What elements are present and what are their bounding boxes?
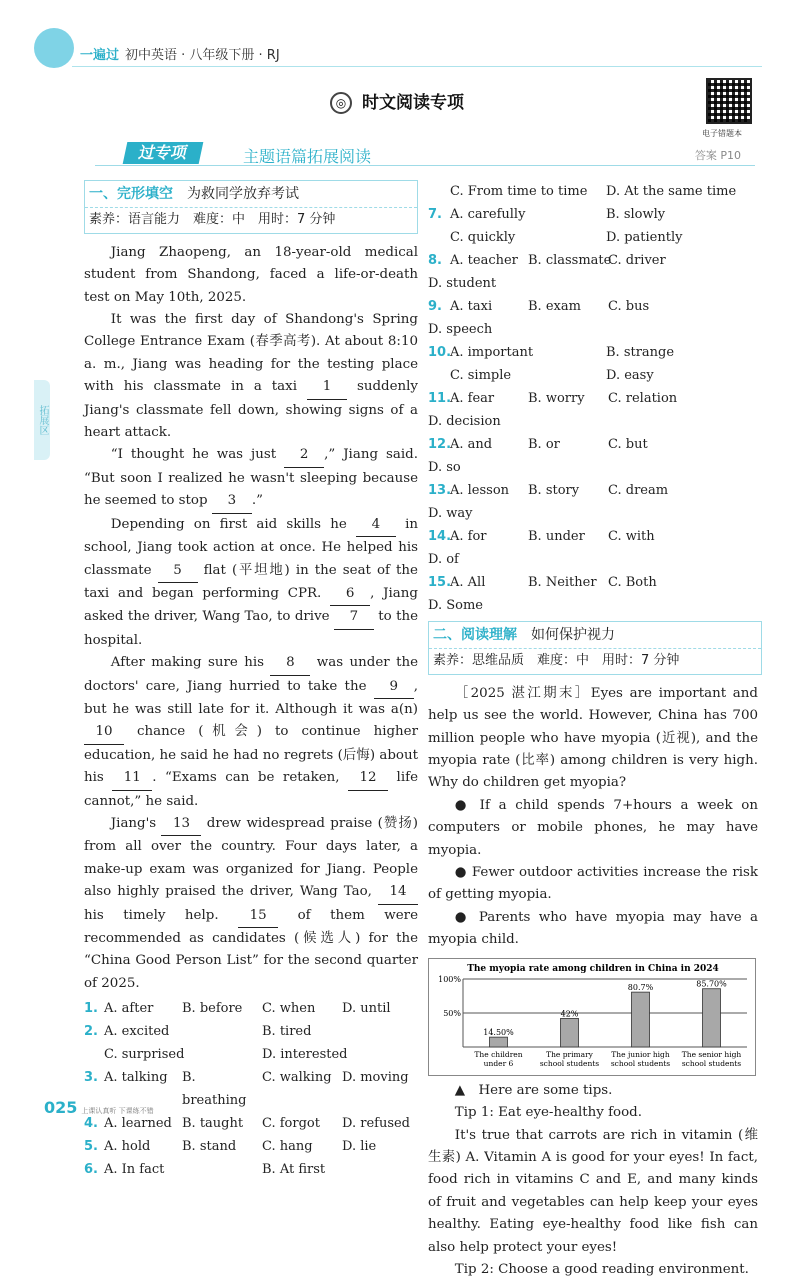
bar [490,1037,508,1047]
header-divider [72,66,762,67]
category-label: school students [539,1058,600,1068]
question-number [428,364,450,387]
qr-caption: 电子错题本 [702,129,742,138]
question-options [84,1043,418,1066]
part2-header [428,621,762,675]
option-choice[interactable]: A. important [450,345,534,360]
question-options [428,525,758,571]
blank-7[interactable]: 7 [334,606,374,629]
passage-text: flat (平坦地) in the seat of the taxi and began performing CPR. [84,562,418,601]
option-choice[interactable]: B. under [528,529,585,544]
paragraph [84,813,418,995]
option-choice[interactable]: C. relation [608,391,678,406]
question-options [428,479,758,525]
option-choice[interactable]: D. decision [428,414,501,429]
question-number: 11. [428,391,452,406]
bullet-3: ● Parents who have myopia may have a myopia child. [428,909,758,948]
badge-icon: ◎ [330,92,352,114]
part2-title: 如何保护视力 [531,627,615,643]
passage-text: drew widespread praise (赞扬) from all over the country. Four days later, a make-up exam was organized for Jiang. People also highly praised the driver, Wang Tao, [84,815,419,900]
bullet-2: ● Fewer outdoor activities increase the risk of getting myopia. [428,865,758,903]
option-choice[interactable]: C. with [608,529,655,544]
data-label: 85.70% [696,979,727,989]
option-choice[interactable]: A. carefully [450,207,526,222]
question-number: 2. [84,1024,98,1040]
question-options [428,180,758,203]
book-title [80,44,280,63]
tip-1-body: It's true that carrots are rich in vitamin (维生素) A. Vitamin A is good for your eyes! In fact, food rich in vitamins C and E, and many kinds of fruit and vegetables can help keep your eyes healthy. Eating eye-healthy food like fish can also help protect your eyes! [428,1127,758,1255]
bullet-1: ● If a child spends 7+hours a week on computers or mobile phones, he may have myopia. [428,797,758,858]
option-choice[interactable]: A. lesson [450,483,510,498]
blank-12[interactable]: 12 [348,767,388,790]
option-choice[interactable]: D. student [428,276,497,291]
cloze-passage [84,242,418,995]
option-choice[interactable]: B. before [182,1001,243,1017]
option-choice[interactable]: B. Neither [528,575,597,590]
passage-text: chance (机会) to continue higher education, he said he had no regrets (后悔) about his [84,724,418,786]
question-options [428,295,758,341]
blank-6[interactable]: 6 [330,583,370,606]
option-choice[interactable]: B. stand [182,1139,237,1155]
myopia-chart [428,958,756,1076]
blank-14[interactable]: 14 [378,881,418,904]
option-choice[interactable]: A. teacher [450,253,518,268]
tip-1-title: Tip 1: Eat eye-healthy food. [454,1105,643,1121]
passage-text: ,” Jiang said. “But soon I realized he wasn't sleeping because he seemed to stop [84,447,418,509]
option-choice[interactable]: B. breathing [182,1070,247,1109]
passage-text: was under the doctors' care, Jiang hurried to take the [84,655,418,694]
option-choice[interactable]: C. forgot [262,1116,320,1132]
option-choice[interactable]: D. interested [262,1047,348,1063]
category-label: under 6 [483,1058,514,1068]
tips-intro: ▲ Here are some tips. [454,1082,613,1098]
question-options [428,387,758,433]
category-label: school students [681,1058,742,1068]
part1-meta: 素养：语言能力 难度：中 用时：7 分钟 [85,207,417,232]
blank-2[interactable]: 2 [284,444,324,467]
option-choice[interactable]: B. tired [262,1024,312,1040]
banner [95,142,755,166]
part2-meta: 素养：思维品质 难度：中 用时：7 分钟 [429,648,761,673]
y-tick-label: 50% [443,1008,461,1018]
question-number [84,1043,104,1066]
question-options [428,249,758,295]
option-choice[interactable]: D. speech [428,322,493,337]
options-left [84,997,418,1181]
passage-text: After making sure his [110,655,271,671]
passage-text: Jiang's [110,815,162,831]
page-number [44,1098,154,1117]
passage-text: his timely help. [84,907,239,923]
category-label: school students [610,1058,671,1068]
option-choice[interactable]: C. but [608,437,648,452]
option-choice[interactable]: C. quickly [450,230,516,245]
side-tab[interactable]: 拓展区 [34,380,50,460]
question-number: 4. [84,1116,98,1132]
passage-text: suddenly Jiang's classmate fell down, showing signs of a heart attack. [84,379,418,441]
option-choice[interactable]: B. taught [182,1116,244,1132]
option-choice[interactable]: A. after [104,1001,154,1017]
question-number: 13. [428,483,452,498]
chart-title: The myopia rate among children in China in 2024 [467,963,719,974]
option-choice[interactable]: C. when [262,1001,316,1017]
question-options [428,364,758,387]
question-number: 1. [84,1001,98,1017]
chart-svg [429,959,757,1077]
option-choice[interactable]: A. for [450,529,487,544]
part1-number: 一、完形填空 [89,186,173,202]
question-options [428,203,758,226]
option-choice[interactable]: D. easy [606,368,654,383]
option-choice[interactable]: A. talking [104,1070,168,1086]
passage-text: “I thought he was just [110,447,285,463]
passage-text: .” [251,493,263,509]
option-choice[interactable]: C. simple [450,368,512,383]
option-choice[interactable]: C. surprised [104,1047,185,1063]
tip-2-title: Tip 2: Choose a good reading environment. [454,1261,749,1277]
paragraph [84,514,418,652]
data-label: 14.50% [483,1027,514,1037]
paragraph [84,652,418,813]
reading-intro: ［2025 湛江期末］Eyes are important and help us see the world. However, China has 700 million people who have myopia (近视), and the myopia rate (比率) among children is very high. Why do children get myopia? [428,685,758,791]
passage-text: It was the first day of Shandong's Spring College Entrance Exam (春季高考). At about 8:10 a. m., Jiang was heading for the testing place with his classmate in a taxi [84,312,418,395]
paragraph [84,309,418,444]
blank-15[interactable]: 15 [238,905,278,928]
option-choice[interactable]: C. From time to time [450,184,588,199]
option-choice[interactable]: D. so [428,460,461,475]
bar [632,992,650,1047]
question-number: 9. [428,299,442,314]
book-name: 初中英语 · 八年级下册 · RJ [125,48,280,63]
passage-text: to the hospital. [84,609,419,648]
data-label: 42% [560,1009,579,1019]
section-title [330,88,464,114]
blank-1[interactable]: 1 [307,376,347,399]
option-choice[interactable]: C. bus [608,299,650,314]
part1-header [84,180,418,234]
option-choice[interactable]: A. and [450,437,493,452]
data-label: 80.7% [627,982,654,992]
blank-10[interactable]: 10 [84,721,124,744]
blank-13[interactable]: 13 [161,813,201,836]
option-choice[interactable]: D. of [428,552,459,567]
question-options [428,571,758,617]
option-choice[interactable]: B. slowly [606,207,666,222]
passage-text: , but he was still late for it. Although it was a(n) [84,678,418,717]
options-right [428,180,758,617]
question-number: 12. [428,437,452,452]
option-choice[interactable]: C. hang [262,1139,313,1155]
passage-text: life cannot,” he said. [84,770,419,809]
question-number: 5. [84,1139,98,1155]
question-options [84,1135,418,1158]
blank-5[interactable]: 5 [158,560,198,583]
option-choice[interactable]: D. moving [342,1070,409,1086]
passage-text: in school, Jiang took action at once. He helped his classmate [84,516,418,578]
y-tick-label: 100% [438,974,461,984]
passage-text: . “Exams can be retaken, [152,770,349,786]
left-column [84,180,418,1181]
question-number: 10. [428,345,452,360]
paragraph [84,242,418,309]
section-title-text: 时文阅读专项 [362,93,464,113]
option-choice[interactable]: D. patiently [606,230,683,245]
paragraph [84,444,418,513]
blank-3[interactable]: 3 [212,490,252,513]
blank-9[interactable]: 9 [374,676,414,699]
option-choice[interactable]: D. way [428,506,473,521]
question-options [84,997,418,1020]
blank-4[interactable]: 4 [356,514,396,537]
option-choice[interactable]: A. fear [450,391,495,406]
option-choice[interactable]: B. story [528,483,580,498]
option-choice[interactable]: C. Both [608,575,657,590]
brand-logo [34,28,74,68]
question-number: 6. [84,1162,98,1178]
option-choice[interactable]: A. taxi [450,299,493,314]
option-choice[interactable]: A. excited [104,1024,170,1040]
part2-number: 二、阅读理解 [433,627,517,643]
option-choice[interactable]: A. learned [104,1116,172,1132]
blank-8[interactable]: 8 [270,652,310,675]
answer-reference: 答案 P10 [694,149,741,162]
footer-slogan: 上课认真听 下课练不错 [81,1107,154,1115]
option-choice[interactable]: D. Some [428,598,483,613]
question-options [428,226,758,249]
question-number: 14. [428,529,452,544]
brand-name: 一遍过 [80,48,120,63]
option-choice[interactable]: D. lie [342,1139,377,1155]
option-choice[interactable]: B. exam [528,299,581,314]
category-label: The junior high [611,1049,670,1059]
option-choice[interactable]: D. At the same time [606,184,737,199]
banner-subtitle: 主题语篇拓展阅读 [243,147,372,166]
passage-text: , Jiang asked the driver, Wang Tao, to drive [84,585,418,625]
bar [703,988,721,1046]
option-choice[interactable]: B. classmate [528,253,612,268]
option-choice[interactable]: A. All [450,575,486,590]
option-choice[interactable]: B. At first [262,1162,326,1178]
option-choice[interactable]: D. until [342,1001,391,1017]
question-number: 7. [428,207,442,222]
question-options [428,433,758,479]
question-number: 3. [84,1070,98,1086]
category-label: The senior high [681,1049,742,1059]
passage-text: of them were recommended as candidates (候选人) for the “China Good Person List” for the second quarter of 2025. [84,907,418,991]
option-choice[interactable]: C. dream [608,483,669,498]
option-choice[interactable]: B. or [528,437,560,452]
question-number: 15. [428,575,452,590]
qr-code-icon[interactable] [706,78,752,124]
option-choice[interactable]: C. driver [608,253,666,268]
category-label: The children [474,1049,523,1059]
banner-tag: 过专项 [123,142,204,164]
part1-title: 为救同学放弃考试 [187,186,299,202]
passage-text: Depending on first aid skills he [110,516,356,532]
right-column [428,180,758,1281]
question-number: 8. [428,253,442,268]
passage-text: Jiang Zhaopeng, an 18-year-old medical student from Shandong, faced a life-or-death test on May 10th, 2025. [84,244,418,305]
option-choice[interactable]: B. strange [606,345,675,360]
option-choice[interactable]: B. worry [528,391,585,406]
option-choice[interactable]: D. refused [342,1116,411,1132]
question-options [428,341,758,364]
option-choice[interactable]: A. hold [104,1139,151,1155]
page-number-text: 025 [44,1098,78,1117]
category-label: The primary [546,1049,593,1059]
question-options [84,1020,418,1043]
blank-11[interactable]: 11 [112,767,152,790]
question-options [84,1158,418,1181]
option-choice[interactable]: A. In fact [104,1162,165,1178]
question-number [428,180,450,203]
option-choice[interactable]: C. walking [262,1070,332,1086]
question-number [428,226,450,249]
bar [561,1018,579,1047]
